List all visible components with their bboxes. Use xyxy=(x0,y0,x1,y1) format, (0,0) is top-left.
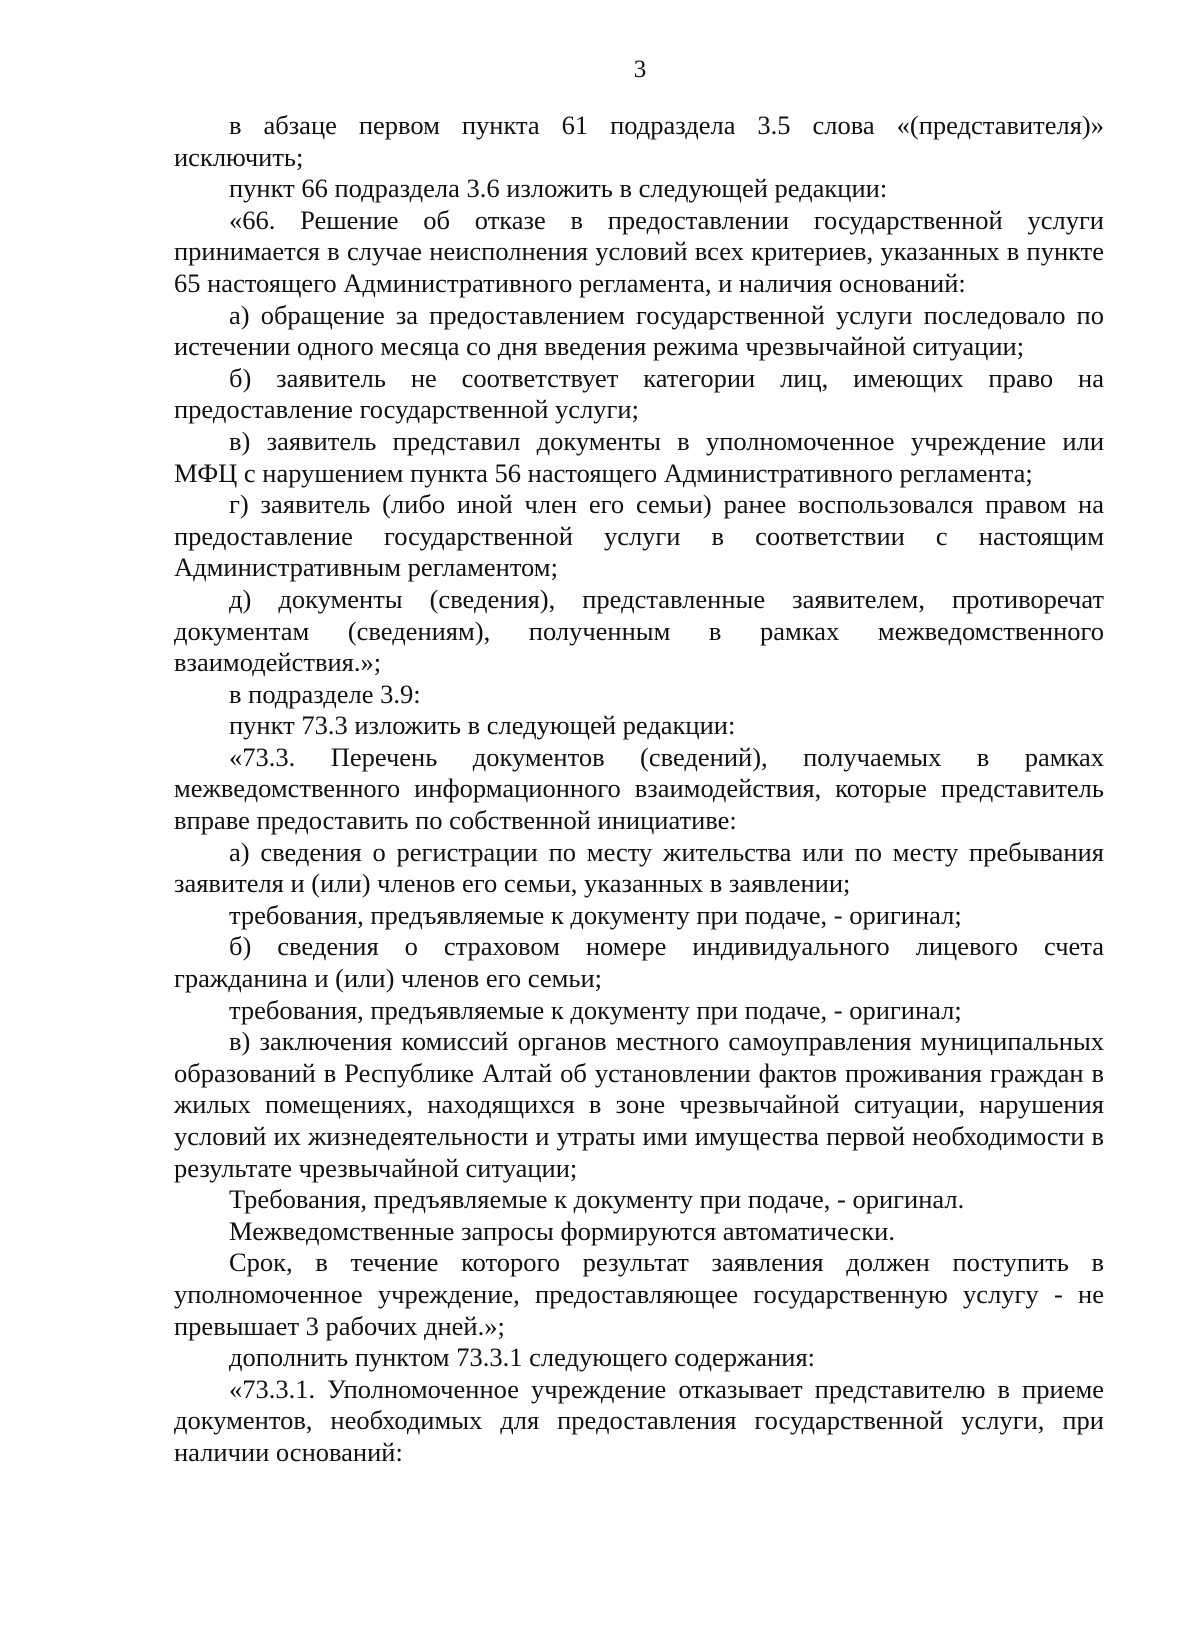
paragraph: в) заявитель представил документы в уполномоченное учреждение или МФЦ с нарушением пункта 56 настоящего Административного регламента; xyxy=(174,425,1104,488)
paragraph: в подразделе 3.9: xyxy=(229,678,421,709)
paragraph: б) сведения о страховом номере индивидуального лицевого счета гражданина и (или) членов его семьи; xyxy=(174,931,1104,994)
paragraph: в абзаце первом пункта 61 подраздела 3.5 слова «(представителя)» исключить; xyxy=(174,110,1104,172)
paragraph: в) заключения комиссий органов местного самоуправления муниципальных образований в Республике Алтай об установлении фактов проживания граждан в жилых помещениях, находящихся в зоне чрезвычайной ситуации, нарушения условий их жизнедеятельности и утраты ими имущества первой необходимости в результате чрезвычайной ситуации; xyxy=(174,1026,1104,1183)
paragraph: «66. Решение об отказе в предоставлении государственной услуги принимается в случае неисполнения условий всех критериев, указанных в пункте 65 настоящего Административного регламента, и наличия оснований: xyxy=(174,204,1104,298)
paragraph: требования, предъявляемые к документу при подаче, - оригинал; xyxy=(229,899,962,930)
paragraph: пункт 66 подраздела 3.6 изложить в следующей редакции: xyxy=(229,173,888,204)
paragraph: «73.3.1. Уполномоченное учреждение отказывает представителю в приеме документов, необходимых для предоставления государственной услуги, при наличии оснований: xyxy=(174,1373,1104,1467)
paragraph: «73.3. Перечень документов (сведений), получаемых в рамках межведомственного информационного взаимодействия, которые представитель вправе предоставить по собственной инициативе: xyxy=(174,741,1104,836)
paragraph: дополнить пунктом 73.3.1 следующего содержания: xyxy=(229,1342,815,1373)
paragraph: пункт 73.3 изложить в следующей редакции: xyxy=(229,710,736,741)
paragraph: а) обращение за предоставлением государственной услуги последовало по истечении одного месяца со дня введения режима чрезвычайной ситуации; xyxy=(174,299,1104,362)
paragraph: б) заявитель не соответствует категории лиц, имеющих право на предоставление государственной услуги; xyxy=(174,362,1104,425)
paragraph: Межведомственные запросы формируются автоматически. xyxy=(229,1215,895,1246)
paragraph: г) заявитель (либо иной член его семьи) ранее воспользовался правом на предоставление государственной услуги в соответствии с настоящим Административным регламентом; xyxy=(174,489,1104,583)
paragraph: д) документы (сведения), представленные заявителем, противоречат документам (сведениям), полученным в рамках межведомственного взаимодействия.»; xyxy=(174,583,1104,678)
paragraph: а) сведения о регистрации по месту жительства или по месту пребывания заявителя и (или) членов его семьи, указанных в заявлении; xyxy=(174,836,1104,899)
paragraph: Требования, предъявляемые к документу при подаче, - оригинал. xyxy=(229,1184,965,1215)
document-body xyxy=(174,110,1104,1469)
paragraph: Срок, в течение которого результат заявления должен поступить в уполномоченное учреждение, предоставляющее государственную услугу - не превышает 3 рабочих дней.»; xyxy=(174,1247,1104,1341)
paragraph: требования, предъявляемые к документу при подаче, - оригинал; xyxy=(229,994,962,1025)
page-number: 3 xyxy=(633,56,647,83)
